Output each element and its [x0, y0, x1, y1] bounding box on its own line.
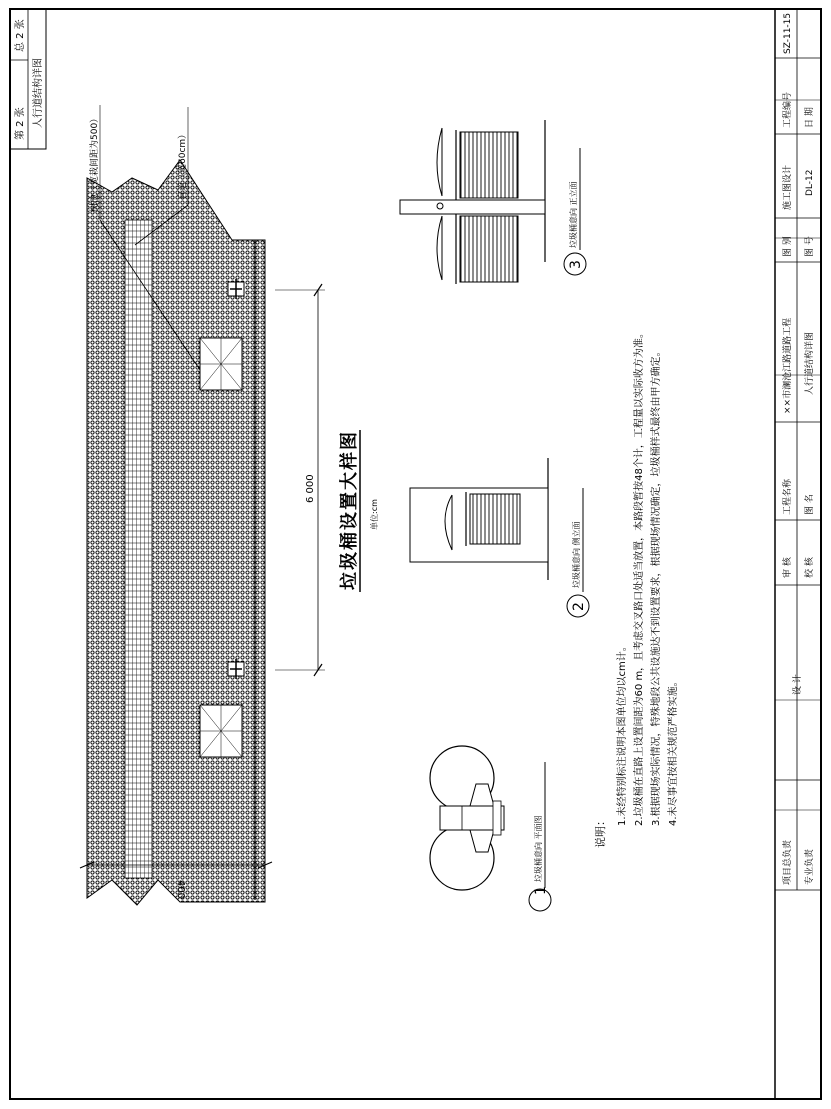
sidewalk-plan [87, 160, 265, 905]
category-value: 施工图设计 [783, 164, 793, 210]
design-label: 设 计 [793, 674, 803, 695]
total-sheets: 总 2 张 [15, 19, 26, 52]
width-value: 400 [175, 880, 186, 900]
check-label: 校 核 [805, 557, 815, 578]
review-label: 审 核 [783, 557, 793, 578]
category-label: 图 别 [783, 236, 793, 257]
view-3-callout [564, 148, 586, 275]
view-2-number: 2 [571, 602, 587, 611]
view-1-number: 1 [533, 886, 549, 895]
note-4: 4.未尽事宜按相关规范严格实施。 [668, 676, 679, 826]
drawing-name-label: 图 名 [805, 494, 815, 515]
sheet-number: 第 2 张 [15, 107, 26, 140]
drawing-name: 人行道结构详图 [805, 331, 815, 395]
view-3-number: 3 [568, 260, 584, 269]
tactile-paving [125, 220, 152, 878]
view-2-label: 垃圾桶意向 侧立面 [572, 521, 581, 588]
project-lead-label: 项目总负责 [783, 839, 793, 885]
bin-marker-2 [228, 659, 244, 679]
project-no-label: 工程编号 [783, 91, 793, 128]
unit-label: 单位:cm [370, 499, 379, 530]
tree-pit-1 [200, 338, 242, 390]
main-title: 垃圾桶设置大样图 [339, 430, 360, 590]
length-dimension [275, 284, 325, 676]
view-2-callout [567, 488, 589, 617]
view-1-label: 垃圾桶意向 平面图 [534, 815, 543, 882]
drawing-no: DL-12 [805, 169, 815, 196]
bin-front-elevation [400, 120, 545, 284]
note-2: 2.垃圾桶在直路上设置间距为60 m，且考虑交叉路口处适当放置，本路段暂按48个计，工程量以实际收方为准。 [634, 328, 645, 826]
blind-path-label: 盲道（宽60cm） [178, 129, 188, 200]
tree-pit-label: 树池（宽栽间距为500） [90, 113, 100, 212]
bin-marker-1 [228, 279, 244, 299]
note-3: 3.根据现场实际情况，特殊地段公共设施达不到设置要求，根据现场情况确定，垃圾桶样式最终由甲方确定。 [651, 346, 662, 826]
project-name: ××市澜沧江路道路工程 [783, 317, 793, 414]
drawing-title [338, 430, 379, 592]
discipline-lead-label: 专业负责 [805, 848, 815, 885]
title-block [775, 9, 821, 890]
bin-side-elevation [410, 458, 548, 580]
bin-plan-view [430, 746, 504, 890]
drawing-no-label: 图 号 [805, 236, 815, 257]
length-value: 6 000 [305, 474, 316, 503]
note-1: 1.未经特别标注说明本图单位均以cm计。 [617, 641, 628, 826]
project-no: SZ-11-15 [783, 12, 793, 54]
corner-title: 人行道结构详图 [33, 58, 44, 128]
tree-pit-2 [200, 705, 242, 757]
view-1-callout [529, 762, 551, 911]
date-label: 日 期 [805, 107, 815, 128]
notes [594, 328, 679, 848]
project-name-label: 工程名称 [783, 478, 793, 515]
notes-heading: 说明： [594, 815, 607, 848]
sheet-count-box [10, 9, 46, 149]
view-3-label: 垃圾桶意向 正立面 [569, 181, 578, 248]
paver-area [87, 160, 265, 905]
